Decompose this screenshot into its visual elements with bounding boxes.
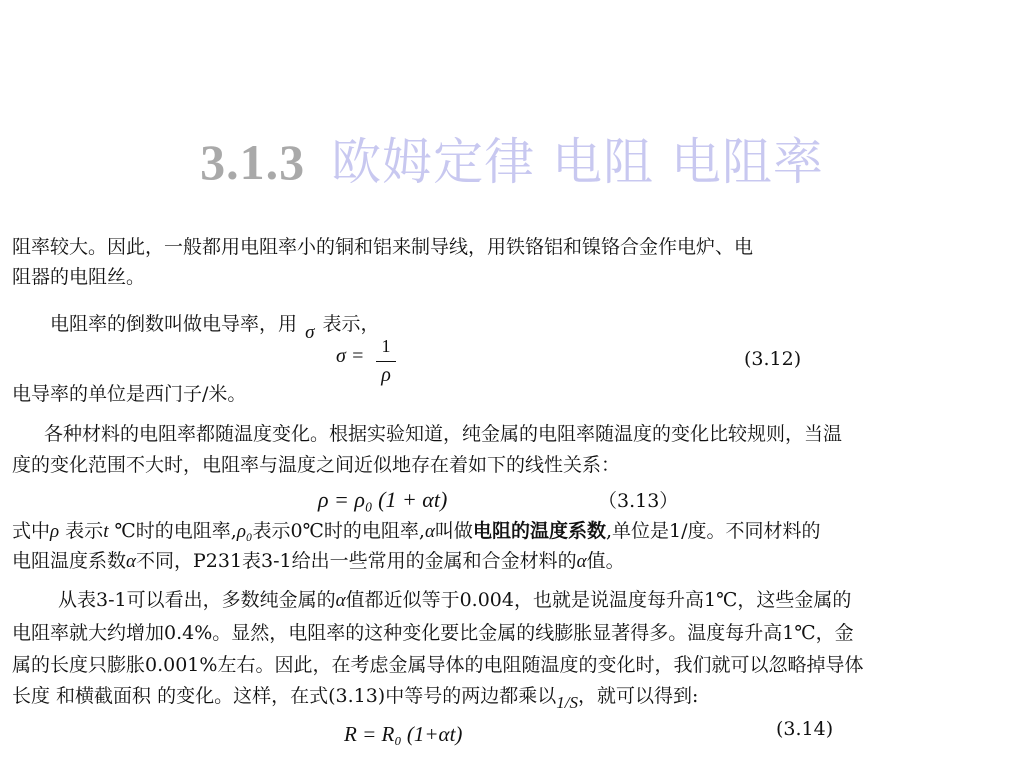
fraction-bar xyxy=(376,361,396,362)
text-fragment: 不同，P231表3-1给出一些常用的金属和合金材料的 xyxy=(136,550,577,572)
alpha-symbol: α xyxy=(335,590,346,611)
text-fragment: ℃时的电阻率, xyxy=(108,520,237,542)
paragraph-line xyxy=(12,683,698,710)
paragraph-line xyxy=(12,518,820,545)
paragraph-line: 阻率较大。因此，一般都用电阻率小的铜和铝来制导线，用铁铬铝和镍铬合金作电炉、电 xyxy=(12,236,754,258)
rho-symbol: ρ xyxy=(50,521,60,542)
text-fragment: 电阻率的倒数叫做电导率，用 xyxy=(50,313,298,335)
paragraph-line: 电导率的单位是西门子/米。 xyxy=(12,383,247,405)
equation-number: (3.14) xyxy=(776,718,834,740)
text-fragment: 表示 xyxy=(59,520,104,542)
rho0-symbol: ρ₀ xyxy=(236,521,253,542)
text-fragment: 值都近似等于0.004，也就是说温度每升高1℃，这些金属的 xyxy=(345,589,852,611)
text-fragment: 从表3-1可以看出，多数纯金属的 xyxy=(58,589,336,611)
text-fragment: 值。 xyxy=(586,550,625,572)
paragraph-line xyxy=(12,548,625,575)
page-title xyxy=(0,122,1024,194)
t-symbol: t xyxy=(103,521,109,542)
text-fragment: ，就可以得到: xyxy=(577,685,699,707)
text-fragment: ,单位是1/度。不同材料的 xyxy=(605,520,821,542)
text-fragment: 长度 和横截面积 的变化。这样，在式(3.13)中等号的两边都乘以 xyxy=(12,685,557,707)
alpha-symbol: α xyxy=(424,521,435,542)
paragraph-line xyxy=(50,311,380,343)
one-over-s: 1/S xyxy=(556,693,578,712)
fraction-denominator: ρ xyxy=(381,364,391,386)
equation-3-13: ρ = ρ₀ (1 + αt) xyxy=(318,487,448,512)
equation-number: （3.13） xyxy=(598,490,679,512)
equation-3-14: R = R₀ (1+αt) xyxy=(344,722,463,746)
paragraph-line: 各种材料的电阻率都随温度变化。根据实验知道，纯金属的电阻率随温度的变化比较规则，当温 xyxy=(44,423,843,445)
paragraph-line: 电阻率就大约增加0.4%。显然，电阻率的这种变化要比金属的线膨胀显著得多。温度每升高1℃，金 xyxy=(12,622,854,644)
paragraph-line xyxy=(58,587,851,614)
text-fragment: 电阻温度系数 xyxy=(12,550,127,572)
equation-number: (3.12) xyxy=(744,348,802,370)
text-fragment: 表示0℃时的电阻率, xyxy=(252,520,425,542)
text-fragment: 式中 xyxy=(12,520,51,542)
alpha-symbol: α xyxy=(126,551,136,572)
fraction-numerator: 1 xyxy=(381,336,391,356)
text-fragment: 叫做 xyxy=(434,520,473,542)
paragraph-line: 度的变化范围不大时，电阻率与温度之间近似地存在着如下的线性关系： xyxy=(12,454,621,476)
text-fragment: 表示， xyxy=(322,313,380,335)
section-title: 欧姆定律 电阻 电阻率 xyxy=(331,133,824,191)
equation-3-12-lhs: σ = xyxy=(336,345,365,367)
section-number: 3.1.3 xyxy=(200,134,306,190)
alpha-symbol: α xyxy=(576,551,587,572)
paragraph-line: 阻器的电阻丝。 xyxy=(12,266,146,288)
paragraph-line: 属的长度只膨胀0.001%左右。因此，在考虑金属导体的电阻随温度的变化时，我们就可以忽略掉导体 xyxy=(12,654,864,676)
bold-term: 电阻的温度系数 xyxy=(472,520,606,542)
sigma-symbol: σ xyxy=(305,322,315,343)
